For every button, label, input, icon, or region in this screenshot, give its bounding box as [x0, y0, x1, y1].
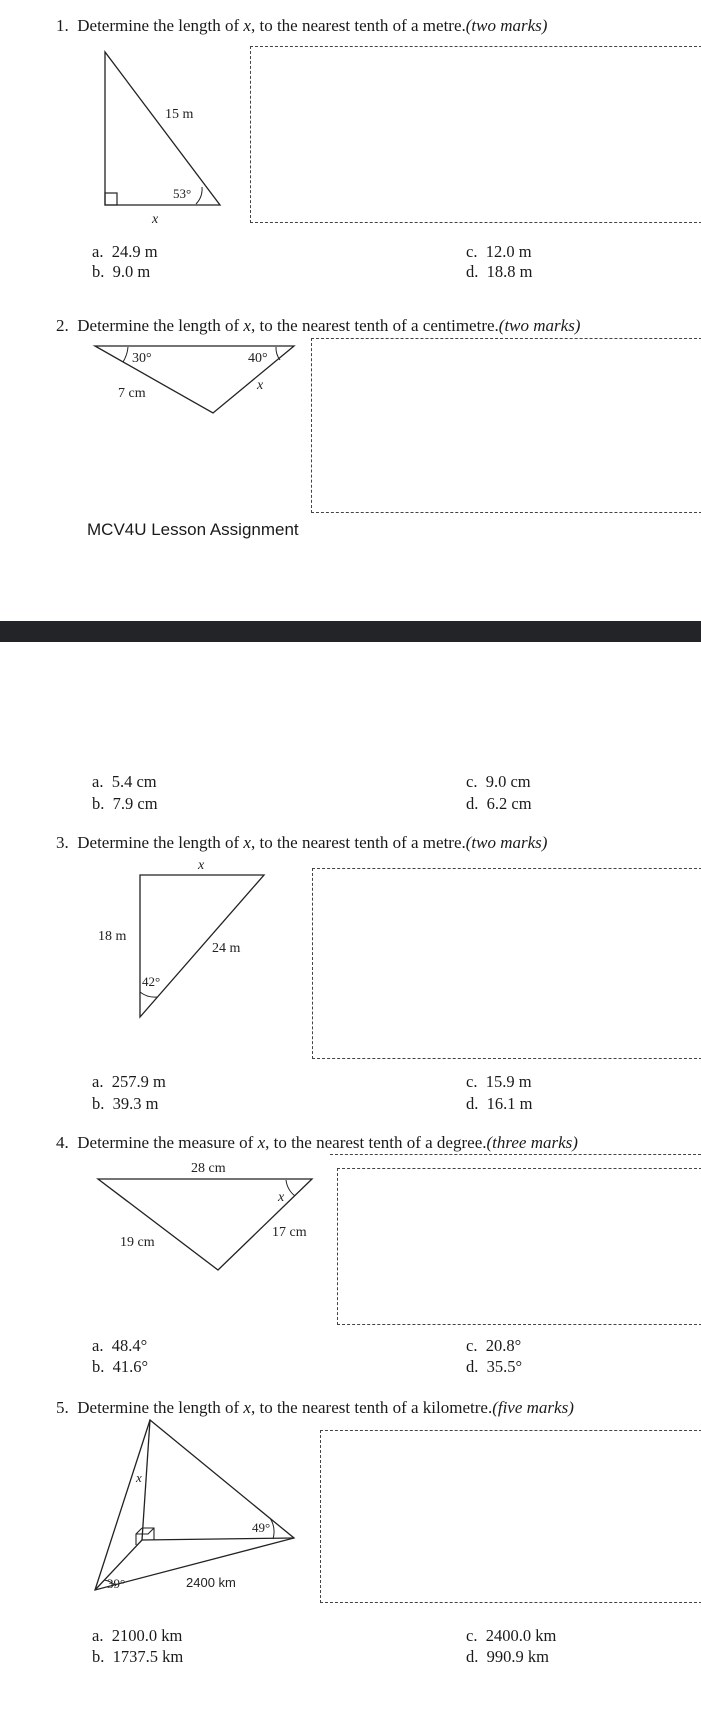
q3-option-c[interactable]: c. 15.9 m	[466, 1072, 532, 1091]
question-3-prompt: 3. Determine the length of x, to the nearest tenth of a metre.(two marks)	[56, 833, 548, 852]
q3-option-d[interactable]: d. 16.1 m	[466, 1094, 533, 1113]
q1-side-label: x	[152, 212, 159, 225]
q5-option-b[interactable]: b. 1737.5 km	[92, 1647, 184, 1666]
q1-option-a[interactable]: a. 24.9 m	[92, 242, 158, 261]
question-2-prompt: 2. Determine the length of x, to the nearest tenth of a centimetre.(two marks)	[56, 316, 581, 335]
question-3-diagram	[90, 855, 280, 1030]
q2-option-a[interactable]: a. 5.4 cm	[92, 772, 157, 791]
q2-option-d[interactable]: d. 6.2 cm	[466, 794, 532, 813]
question-5-prompt: 5. Determine the length of x, to the nearest tenth of a kilometre.(five marks)	[56, 1398, 574, 1417]
q3-hyp-label: 24 m	[212, 941, 241, 956]
question-1-answer-box[interactable]	[250, 46, 701, 223]
q5-angle1-label: 49°	[252, 1520, 271, 1535]
q4-top-label: 28 cm	[191, 1161, 226, 1176]
q3-option-a[interactable]: a. 257.9 m	[92, 1072, 166, 1091]
q2-option-b[interactable]: b. 7.9 cm	[92, 794, 158, 813]
q1-option-d[interactable]: d. 18.8 m	[466, 262, 533, 281]
q1-option-c[interactable]: c. 12.0 m	[466, 242, 532, 261]
q4-option-b[interactable]: b. 41.6°	[92, 1357, 149, 1376]
q3-left-label: 18 m	[98, 929, 127, 944]
separator-bar	[0, 621, 701, 642]
q5-height-label: x	[136, 1470, 142, 1485]
q3-option-b[interactable]: b. 39.3 m	[92, 1094, 159, 1113]
q1-hyp-label: 15 m	[165, 107, 194, 122]
q4-option-d[interactable]: d. 35.5°	[466, 1357, 523, 1376]
question-2-answer-box[interactable]	[311, 338, 701, 513]
question-4-diagram	[90, 1156, 330, 1276]
q3-angle-label: 42°	[142, 974, 161, 989]
q4-left-label: 19 cm	[120, 1235, 155, 1250]
q4-option-c[interactable]: c. 20.8°	[466, 1336, 522, 1355]
q1-option-b[interactable]: b. 9.0 m	[92, 262, 151, 281]
q1-angle-label: 53°	[173, 186, 192, 201]
question-1-prompt: 1. Determine the length of x, to the nearest tenth of a metre.(two marks)	[56, 16, 548, 35]
question-1-diagram	[90, 40, 230, 225]
q3-top-label: x	[198, 858, 205, 873]
question-4-answer-box[interactable]	[337, 1168, 701, 1325]
q2-option-c[interactable]: c. 9.0 cm	[466, 772, 531, 791]
question-3-answer-box[interactable]	[312, 868, 701, 1059]
q5-base-label: 2400 km	[186, 1575, 236, 1590]
q2-side2-label: x	[257, 378, 264, 393]
q2-side1-label: 7 cm	[118, 386, 146, 401]
q4-option-a[interactable]: a. 48.4°	[92, 1336, 148, 1355]
question-5-diagram	[90, 1418, 310, 1608]
q2-angle2-label: 40°	[248, 351, 268, 366]
q4-right-label: 17 cm	[272, 1225, 307, 1240]
q5-option-a[interactable]: a. 2100.0 km	[92, 1626, 183, 1645]
q5-option-d[interactable]: d. 990.9 km	[466, 1647, 549, 1666]
question-2-diagram	[90, 338, 310, 428]
question-4-prompt: 4. Determine the measure of x, to the nearest tenth of a degree.(three marks)	[56, 1133, 578, 1152]
question-5-answer-box[interactable]	[320, 1430, 701, 1603]
q2-angle1-label: 30°	[132, 351, 152, 366]
q5-angle2-label: 39°	[107, 1576, 126, 1591]
q4-angle-label: x	[278, 1190, 285, 1205]
q4-dashed-underline	[330, 1154, 701, 1155]
q5-option-c[interactable]: c. 2400.0 km	[466, 1626, 557, 1645]
header-label: MCV4U Lesson Assignment	[87, 520, 299, 539]
